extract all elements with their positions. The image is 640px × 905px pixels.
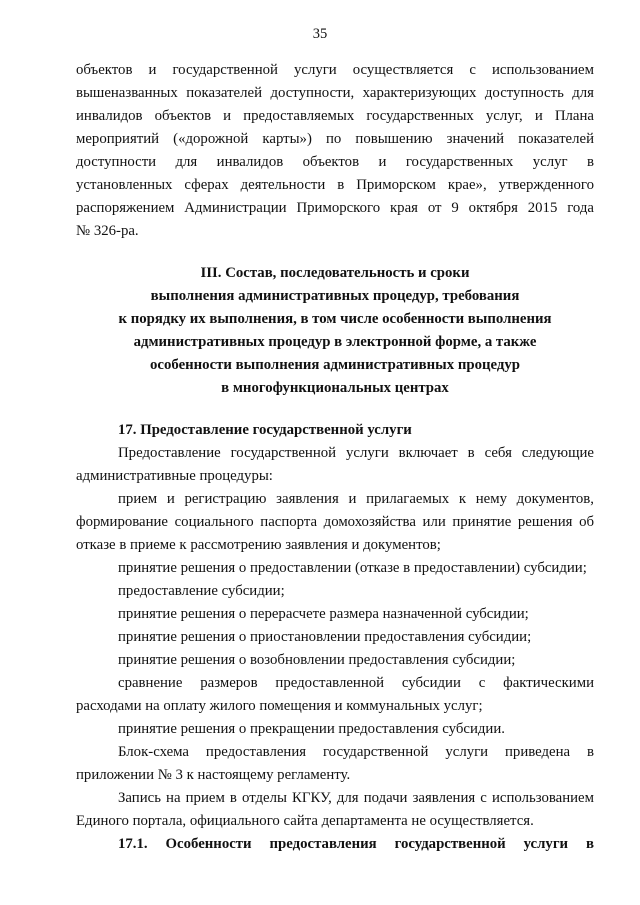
body-line: Запись на прием в отделы КГКУ, для подачи заявления с использованием — [118, 790, 594, 806]
subsection-heading: 17.1. Особенности предоставления государственной услуги в — [118, 836, 594, 852]
body-line: принятие решения о приостановлении предоставления субсидии; — [118, 629, 532, 645]
intro-line: объектов и государственной услуги осуществляется с использованием — [76, 62, 594, 78]
body-line: Единого портала, официального сайта департамента не осуществляется. — [76, 813, 534, 829]
body-line: принятие решения о прекращении предоставления субсидии. — [118, 721, 505, 737]
body-line: принятие решения о возобновлении предоставления субсидии; — [118, 652, 516, 668]
intro-line: мероприятий («дорожной карты») по повышению значений показателей — [76, 131, 594, 147]
body-line: предоставление субсидии; — [118, 583, 285, 599]
body-line: принятие решения о перерасчете размера назначенной субсидии; — [118, 606, 529, 622]
subsection-heading: 17. Предоставление государственной услуги — [118, 422, 412, 438]
body-line: прием и регистрацию заявления и прилагаемых к нему документов, — [118, 491, 594, 507]
intro-line: инвалидов объектов и предоставляемых государственных услуг, и Плана — [76, 108, 594, 124]
body-line: Предоставление государственной услуги включает в себя следующие — [118, 445, 594, 461]
section-title-line: административных процедур в электронной форме, а также — [133, 334, 537, 350]
section-title-line: в многофункциональных центрах — [221, 380, 449, 396]
body-line: формирование социального паспорта домохозяйства или принятие решения об — [76, 514, 594, 530]
body-line: сравнение размеров предоставленной субсидии с фактическими — [118, 675, 594, 691]
body-line: принятие решения о предоставлении (отказе в предоставлении) субсидии; — [118, 560, 587, 576]
body-line: административные процедуры: — [76, 468, 273, 484]
intro-line: доступности для инвалидов объектов и государственных услуг в — [76, 154, 594, 170]
section-title-line: выполнения административных процедур, требования — [150, 288, 520, 304]
page-number: 35 — [312, 26, 328, 42]
section-title-line: особенности выполнения административных процедур — [150, 357, 520, 373]
section-title-line: III. Состав, последовательность и сроки — [200, 265, 470, 281]
body-line: отказе в приеме к рассмотрению заявления и документов; — [76, 537, 441, 553]
body-line: приложении № 3 к настоящему регламенту. — [76, 767, 351, 783]
intro-line: установленных сферах деятельности в Приморском крае», утвержденного — [76, 177, 594, 193]
intro-line: № 326-ра. — [76, 223, 139, 239]
intro-line: распоряжением Администрации Приморского края от 9 октября 2015 года — [76, 200, 594, 216]
intro-line: вышеназванных показателей доступности, характеризующих доступность для — [76, 85, 594, 101]
body-line: Блок-схема предоставления государственной услуги приведена в — [118, 744, 594, 760]
body-line: расходами на оплату жилого помещения и коммунальных услуг; — [76, 698, 483, 714]
section-title-line: к порядку их выполнения, в том числе особенности выполнения — [118, 311, 552, 327]
